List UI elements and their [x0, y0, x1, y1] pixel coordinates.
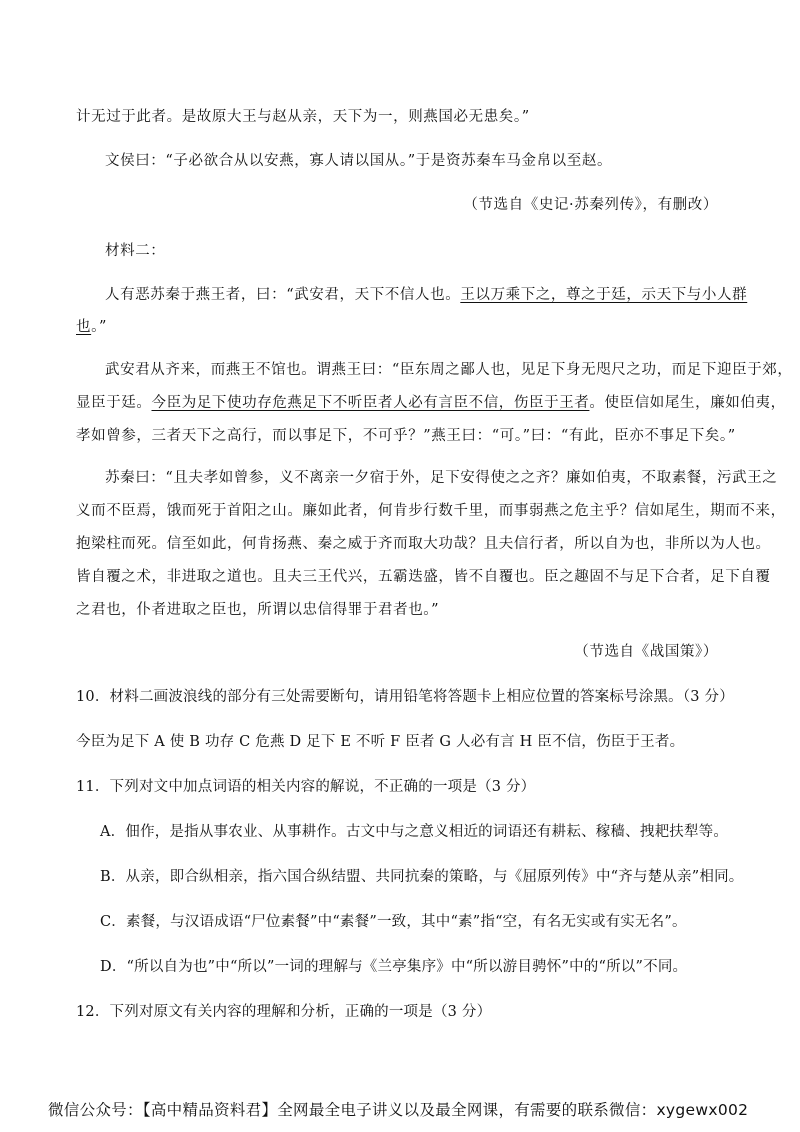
question-11-option-c: C．素餐，与汉语成语“尸位素餐”中“素餐”一致，其中“素”指“空，有名无实或有实无名”。	[100, 914, 687, 930]
passage-line-2: 文侯曰：“子必欲合从以安燕，寡人请以国从。”于是资苏秦车马金帛以至赵。	[105, 153, 613, 169]
paragraph-3-line-2: 义而不臣焉，饿而死于首阳之山。廉如此者，何肯步行数千里，而事弱燕之危主乎？信如尾生，期而不来，	[76, 503, 786, 519]
paragraph-1-line-2	[76, 315, 107, 336]
paragraph-1-line-1	[105, 283, 747, 304]
question-10: 10．材料二画波浪线的部分有三处需要断句，请用铅笔将答题卡上相应位置的答案标号涂黑。（3 分）	[76, 689, 734, 705]
paragraph-2-line-1: 武安君从齐来，而燕王不馆也。谓燕王曰：“臣东周之鄙人也，见足下身无咫尺之功，而足下迎臣于郊，	[105, 362, 793, 378]
source-citation-1: （节选自《史记·苏秦列传》，有删改）	[463, 197, 718, 213]
question-10-sentence: 今臣为足下 A 使 B 功存 C 危燕 D 足下 E 不听 F 臣者 G 人必有言 H 臣不信，伤臣于王者。	[76, 734, 685, 750]
paragraph-3-line-3: 抱梁柱而死。信至如此，何肯扬燕、秦之威于齐而取大功哉？且夫信行者，所以自为也，非所以为人也。	[76, 536, 771, 552]
paragraph-2-line-2	[76, 391, 786, 412]
question-11-option-d: D．“所以自为也”中“所以”一词的理解与《兰亭集序》中“所以游目骋怀”中的“所以”不同。	[100, 959, 688, 975]
question-12: 12．下列对原文有关内容的理解和分析，正确的一项是（3 分）	[76, 1004, 492, 1020]
paragraph-1-plain: 人有恶苏秦于燕王者，曰：“武安君，天下不信人也。	[105, 287, 461, 303]
question-11: 11．下列对文中加点词语的相关内容的解说，不正确的一项是（3 分）	[76, 779, 536, 795]
paragraph-3-line-1: 苏秦曰：“且夫孝如曾参，义不离亲一夕宿于外，足下安得使之之齐？廉如伯夷，不取素餐，污武王之	[105, 470, 778, 486]
material-2-heading: 材料二：	[105, 243, 166, 259]
paragraph-3-line-4: 皆自覆之术，非进取之道也。且夫三王代兴，五霸迭盛，皆不自覆也。臣之趣固不与足下合者，足下自覆	[76, 569, 771, 585]
paragraph-2-plain-start: 显臣于廷。	[76, 395, 152, 411]
footer-promo: 微信公众号：【高中精品资料君】全网最全电子讲义以及最全网课，有需要的联系微信：xygewx002	[48, 1101, 749, 1119]
paragraph-2-plain-end: 。使臣信如尾生，廉如伯夷，	[589, 395, 786, 411]
question-11-option-a: A．佃作，是指从事农业、从事耕作。古文中与之意义相近的词语还有耕耘、稼穑、拽耙扶犁等。	[100, 824, 729, 840]
question-11-option-b: B．从亲，即合纵相亲，指六国合纵结盟、共同抗秦的策略，与《屈原列传》中“齐与楚从亲”相同。	[100, 869, 744, 885]
paragraph-2-line-3: 孝如曾参，三者天下之高行，而以事足下，不可乎？”燕王曰：“可。”曰：“有此，臣亦不事足下矣。”	[76, 428, 736, 444]
source-citation-2: （节选自《战国策》）	[574, 644, 718, 660]
paragraph-1-end: 。”	[91, 319, 107, 335]
paragraph-1-wavy-segment: 王以万乘下之，尊之于廷，示天下与小人群	[460, 287, 748, 303]
paragraph-1-wavy-end: 也	[76, 319, 92, 335]
passage-line-1: 计无过于此者。是故原大王与赵从亲，天下为一，则燕国必无患矣。”	[76, 109, 530, 125]
paragraph-2-wavy-segment: 今臣为足下使功存危燕足下不听臣者人必有言臣不信，伤臣于王者	[151, 395, 590, 411]
paragraph-3-line-5: 之君也，仆者进取之臣也，所谓以忠信得罪于君者也。”	[76, 602, 440, 618]
